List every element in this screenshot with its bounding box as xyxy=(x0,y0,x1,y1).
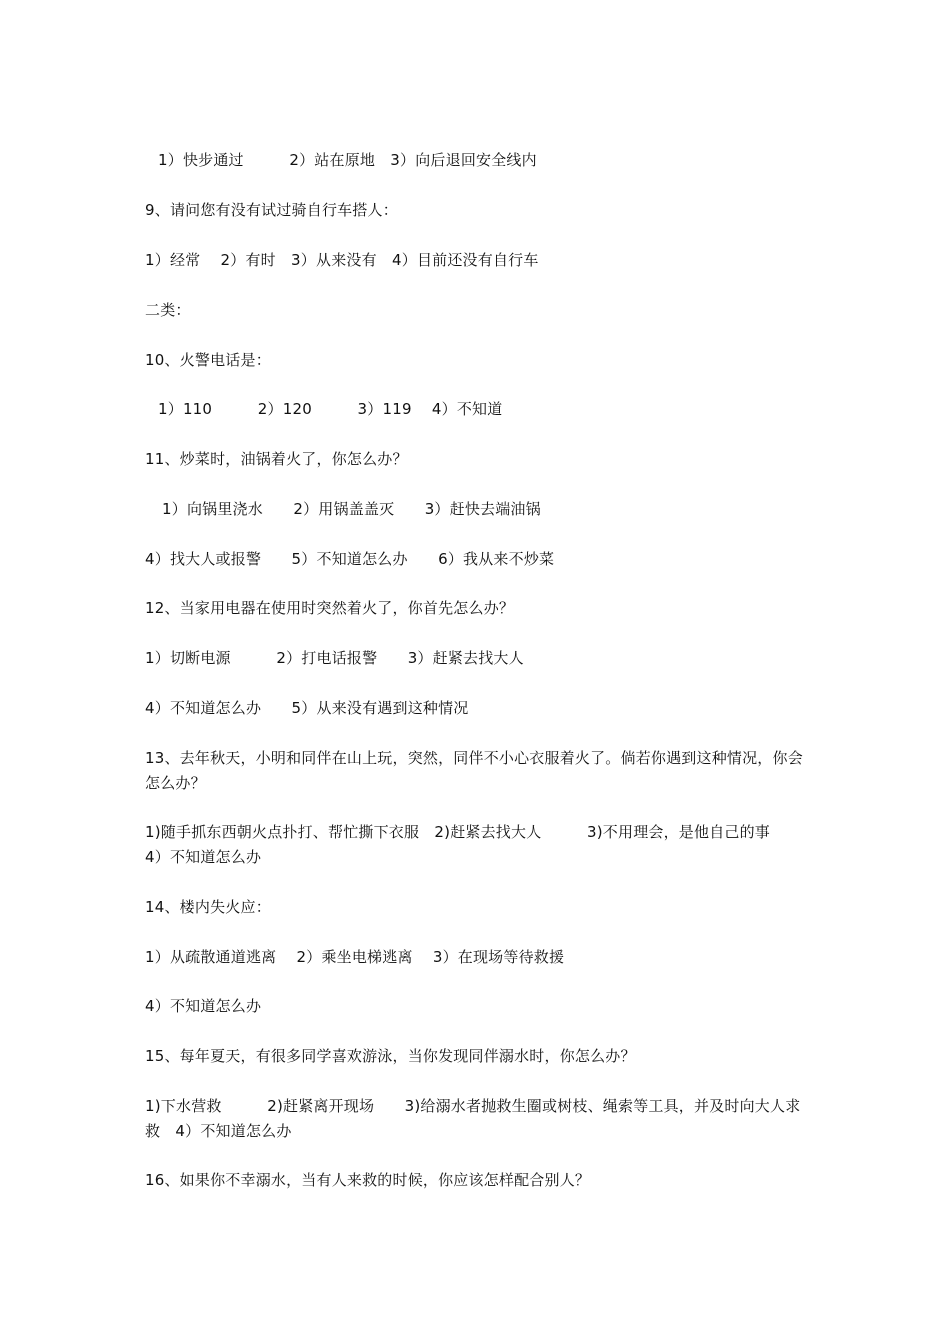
q12-options-row2: 4）不知道怎么办 5）从来没有遇到这种情况 xyxy=(145,699,469,717)
q16-question: 16、如果你不幸溺水，当有人来救的时候，你应该怎样配合别人？ xyxy=(145,1171,591,1189)
q14-options-row2: 4）不知道怎么办 xyxy=(145,997,262,1015)
q11-question: 11、炒菜时，油锅着火了，你怎么办？ xyxy=(145,450,408,468)
q12-question: 12、当家用电器在使用时突然着火了，你首先怎么办？ xyxy=(145,599,515,617)
q9-question: 9、请问您有没有试过骑自行车搭人： xyxy=(145,201,398,219)
q15-options: 1)下水营救 2)赶紧离开现场 3)给溺水者抛救生圈或树枝、绳索等工具，并及时向大人求救 4）不知道怎么办 xyxy=(145,1097,801,1140)
q13-options: 1)随手抓东西朝火点扑打、帮忙撕下衣服 2)赶紧去找大人 3)不用理会，是他自己的事 4）不知道怎么办 xyxy=(145,823,847,866)
q13-question: 13、去年秋天，小明和同伴在山上玩，突然，同伴不小心衣服着火了。倘若你遇到这种情况，你会怎么办？ xyxy=(145,749,803,792)
q9-options: 1）经常 2）有时 3）从来没有 4）目前还没有自行车 xyxy=(145,251,539,269)
q15-question: 15、每年夏天，有很多同学喜欢游泳，当你发现同伴溺水时，你怎么办？ xyxy=(145,1047,636,1065)
q10-question: 10、火警电话是： xyxy=(145,351,271,369)
q14-question: 14、楼内失火应： xyxy=(145,898,271,916)
q11-options-row2: 4）找大人或报警 5）不知道怎么办 6）我从来不炒菜 xyxy=(145,550,555,568)
q11-options-row1: 1）向锅里浇水 2）用锅盖盖灭 3）赶快去端油锅 xyxy=(162,500,541,518)
q10-options: 1）110 2）120 3）119 4）不知道 xyxy=(158,400,503,418)
q8-options: 1）快步通过 2）站在原地 3）向后退回安全线内 xyxy=(158,151,537,169)
q14-options-row1: 1）从疏散通道逃离 2）乘坐电梯逃离 3）在现场等待救援 xyxy=(145,948,565,966)
section-heading: 二类： xyxy=(145,301,191,319)
q12-options-row1: 1）切断电源 2）打电话报警 3）赶紧去找大人 xyxy=(145,649,524,667)
